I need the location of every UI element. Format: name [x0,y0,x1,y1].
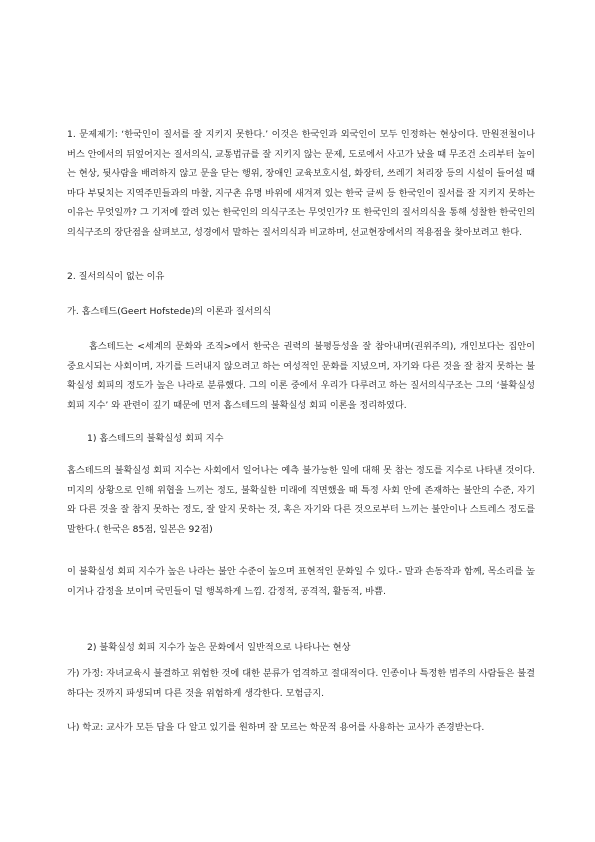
uncertainty-index-paragraph: 홉스테드의 불확실성 회피 지수는 사회에서 일어나는 예측 불가능한 일에 대해 못 참는 정도를 지수로 나타낸 것이다. 미지의 상황으로 인해 위협을 느끼는 정도, 불확실한 미래에 직면했을 때 특정 사회 안에 존재하는 불안의 수준, 자기와 다른 것을 잘 참지 못하는 정도, 잘 알지 못하는 것, 혹은 자기와 다른 것으로부터 느끼는 불안이나 스트레스 정도를 말한다.( 한국은 85점, 일본은 92점) [67,465,535,535]
section-heading-2: 2. 질서의식이 없는 이유 [67,271,165,282]
subsection-heading-hofstede: 가. 홉스테드(Geert Hofstede)의 이론과 질서의식 [67,306,272,317]
school-phenomenon-paragraph: 나) 학교: 교사가 모든 답을 다 알고 있기를 원하며 잘 모르는 학문적 용어를 사용하는 교사가 존경받는다. [67,722,485,733]
subsection-heading-uncertainty-index: 1) 홉스테드의 불확실성 회피 지수 [87,433,224,444]
subsection-heading-phenomena: 2) 불확실성 회피 지수가 높은 문화에서 일반적으로 나타나는 현상 [87,642,351,653]
problem-statement-paragraph: 1. 문제제기: ‘한국인이 질서를 잘 지키지 못한다.’ 이것은 한국인과 외국인이 모두 인정하는 현상이다. 만원전철이나 버스 안에서의 뒤엎어지는 질서의식, 교통법규를 잘 지키지 않는 문제, 도로에서 사고가 났을 때 무조건 소리부터 높이는 현상, 뒷사람을 배려하지 않고 문을 닫는 행위, 장애인 교육보호시설, 화장터, 쓰레기 처리장 등의 시설이 들어설 때마다 부딪치는 지역주민들과의 마찰, 지구촌 유명 바위에 새겨져 있는 한국 글씨 등 한국인이 질서를 잘 지키지 못하는 이유는 무엇일까? 그 기저에 깔려 있는 한국인의 의식구조는 무엇인가? 또 한국인의 질서의식을 통해 성찰한 한국인의 의식구조의 장단점을 살펴보고, 성경에서 말하는 질서의식과 비교하며, 선교현장에서의 적용점을 찾아보려고 한다. [67,129,535,238]
family-phenomenon-paragraph: 가) 가정: 자녀교육시 불결하고 위험한 것에 대한 분류가 엄격하고 절대적이다. 인종이나 특정한 범주의 사람들은 불결하다는 것까지 파생되며 다른 것을 위험하게 생각한다. 모험금지. [67,668,535,699]
hofstede-intro-paragraph: 홉스테드는 <세계의 문화와 조직>에서 한국은 권력의 불평등성을 잘 참아내며(권위주의), 개인보다는 집안이 중요시되는 사회이며, 자기를 드러내지 않으려고 하는 여성적인 문화를 지녔으며, 자기와 다른 것을 잘 참지 못하는 불확실성 회피의 정도가 높은 나라로 분류했다. 그의 이론 중에서 우리가 다루려고 하는 질서의식구조는 그의 ‘불확실성 회피 지수’ 와 관련이 깊기 때문에 먼저 홉스테드의 불확실성 회피 이론을 정리하였다. [67,341,535,411]
high-uncertainty-paragraph: 이 불확실성 회피 지수가 높은 나라는 불안 수준이 높으며 표현적인 문화일 수 있다.- 말과 손동작과 함께, 목소리를 높이거나 감정을 보이며 국민들이 덜 행복하게 느낌. 감정적, 공격적, 활동적, 바쁨. [67,566,535,597]
